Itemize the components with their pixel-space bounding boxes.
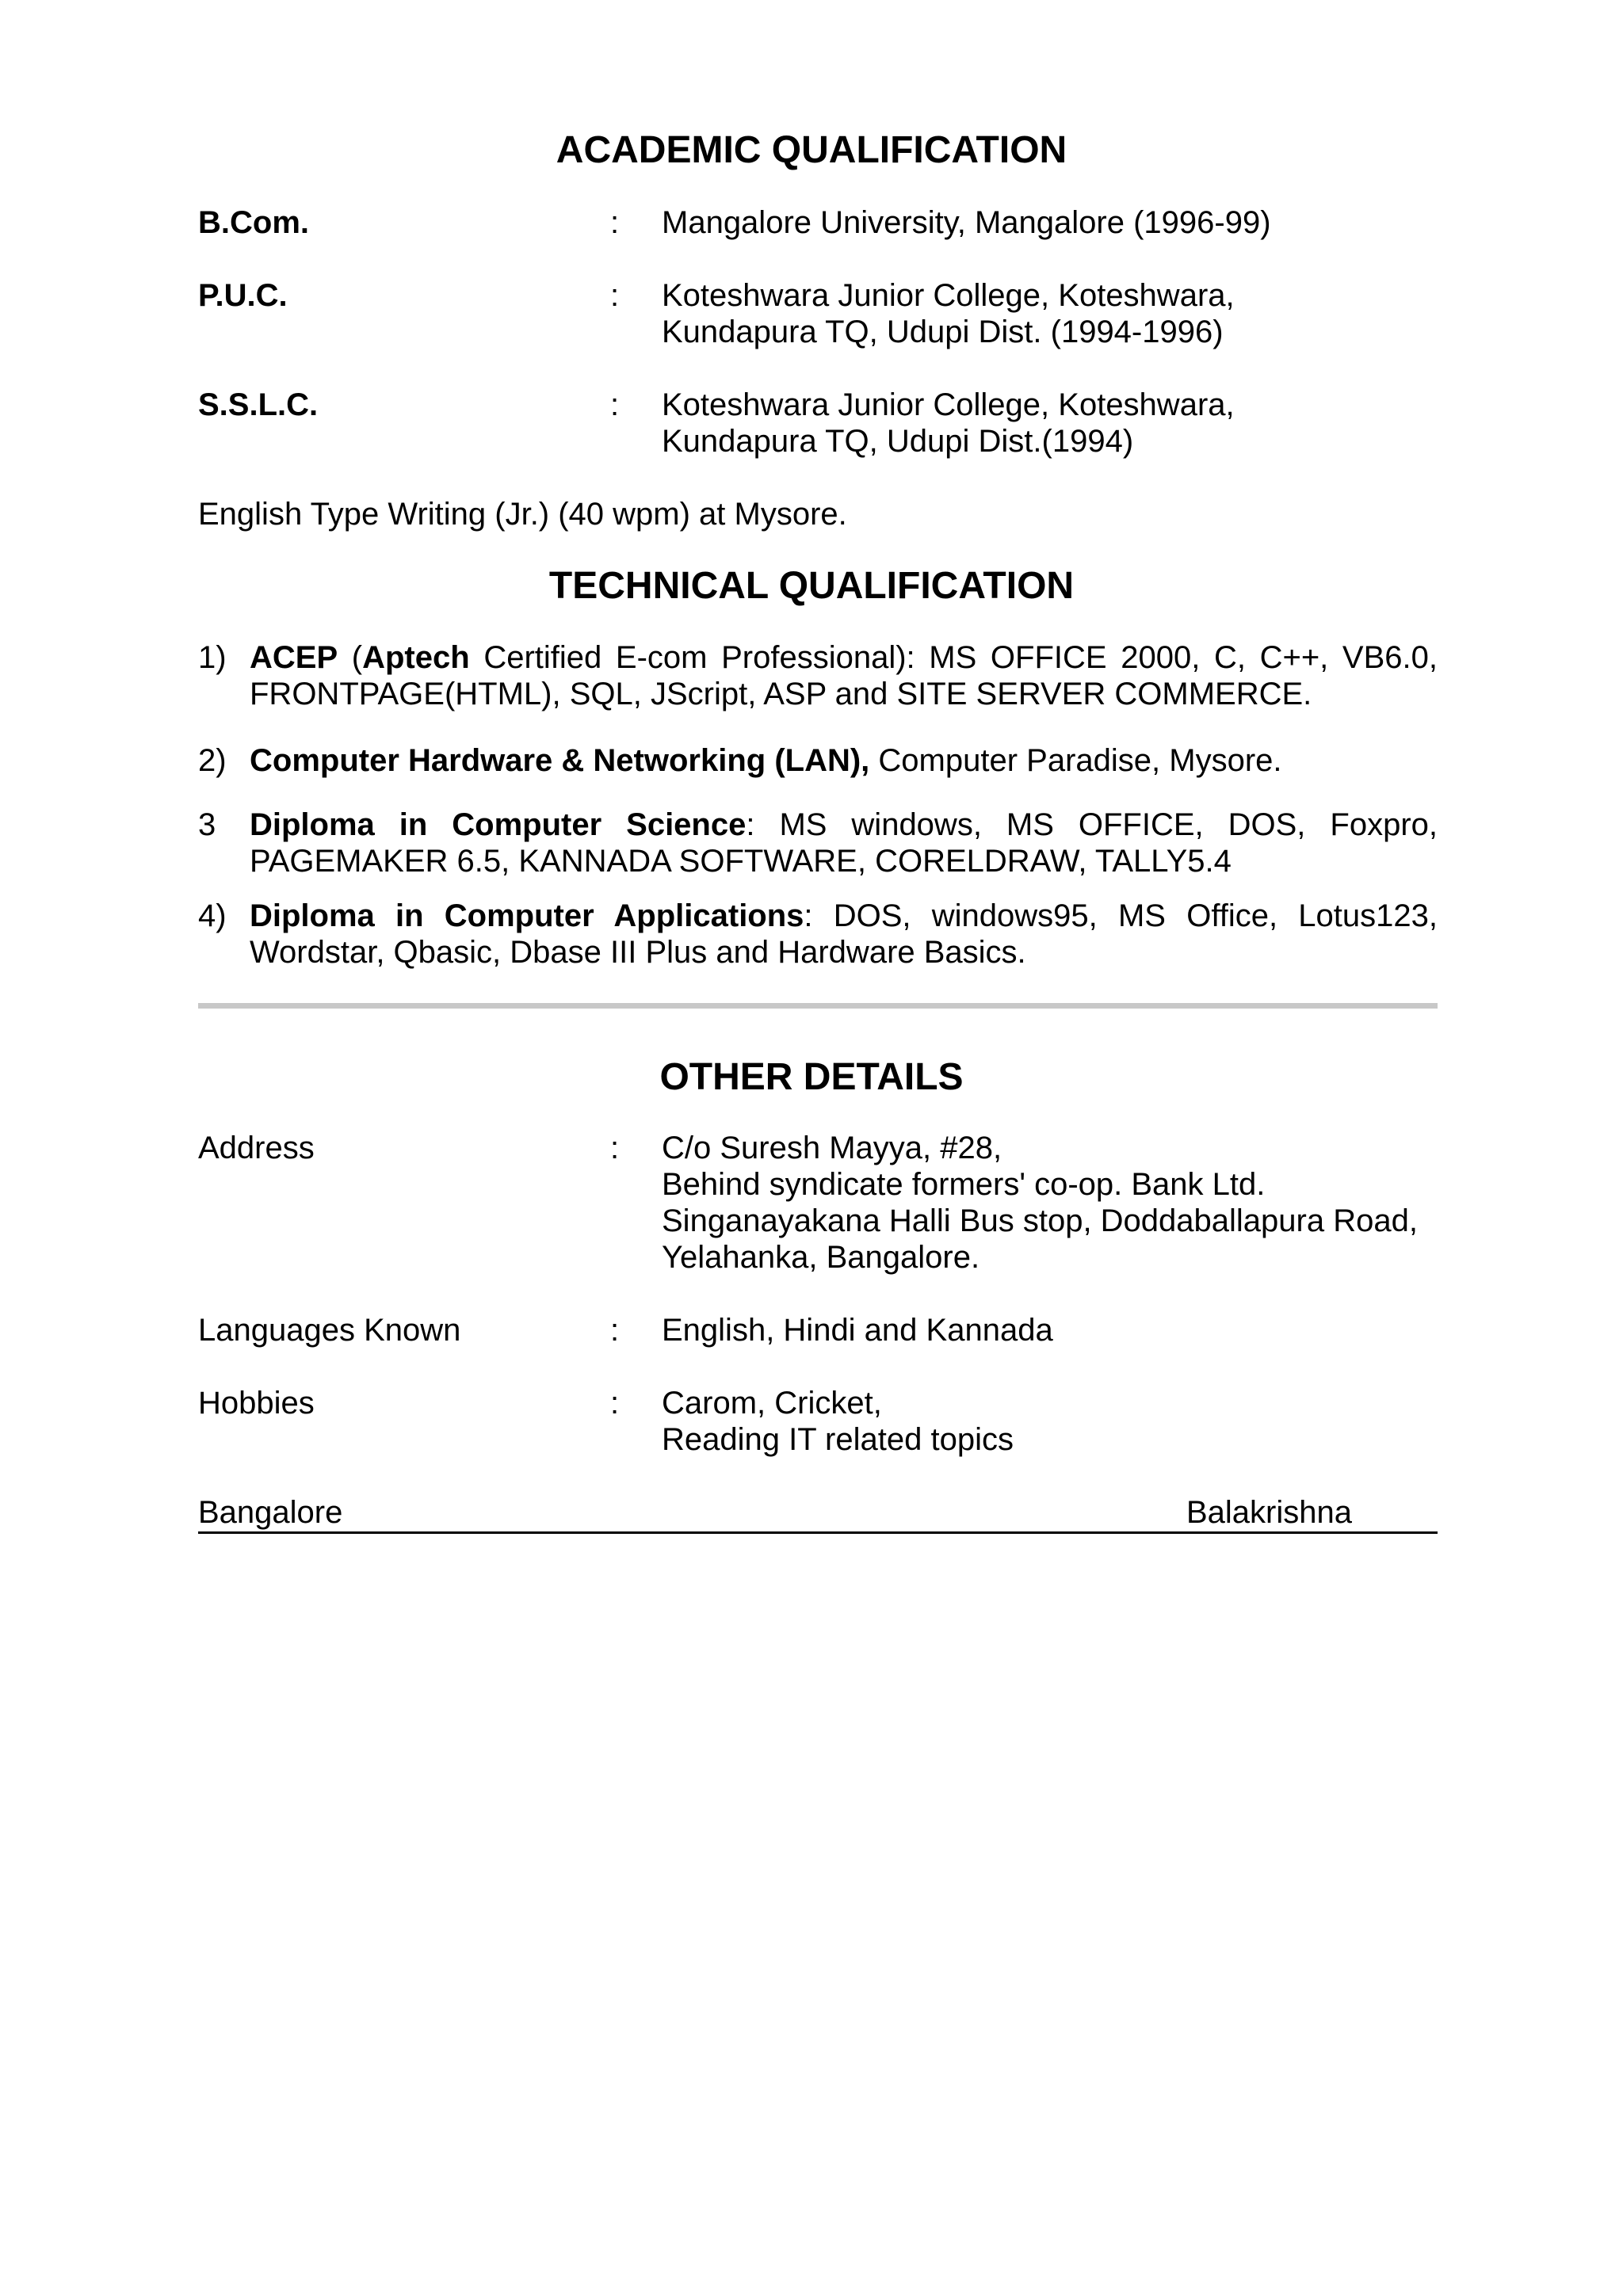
row-value-line: Reading IT related topics [662,1422,1014,1457]
item-number: 3 [198,807,216,842]
item-text [250,807,1438,879]
row-value [662,387,1235,460]
row-value-line: Behind syndicate formers' co-op. Bank Ltd. [662,1167,1266,1202]
signature-name: Balakrishna [1186,1495,1352,1530]
row-label: Languages Known [198,1313,461,1348]
signature-line [198,1494,1438,1534]
row-value-line: English, Hindi and Kannada [662,1313,1053,1348]
row-label: Address [198,1131,315,1165]
row-label: B.Com. [198,205,309,240]
row-label: Hobbies [198,1386,315,1421]
row-value-line: Koteshwara Junior College, Koteshwara, [662,278,1235,313]
row-value-line: Koteshwara Junior College, Koteshwara, [662,387,1235,422]
row-value [662,1385,1014,1458]
row-colon: : [610,387,620,422]
row-value-line: Singanayakana Halli Bus stop, Doddaballapura Road, [662,1203,1418,1238]
row-value-line: Mangalore University, Mangalore (1996-99) [662,205,1271,240]
section-divider [198,1003,1438,1009]
item-number: 2) [198,743,227,778]
row-value-line: C/o Suresh Mayya, #28, [662,1131,1002,1165]
item-number: 1) [198,640,227,675]
row-value [662,277,1235,350]
item-bold: ACEP [250,640,338,675]
item-plain: : DOS, windows95, MS Office, Lotus123, Wordstar, Qbasic, Dbase III Plus and Hardware Basics. [250,898,1438,970]
row-colon: : [610,278,620,313]
item-plain: ( [338,640,363,675]
row-value [662,1130,1418,1276]
row-value [662,1312,1053,1348]
row-label: P.U.C. [198,278,288,313]
row-colon: : [610,205,620,240]
item-plain: Computer Paradise, Mysore. [869,743,1282,778]
item-bold: Diploma in Computer Science [250,807,747,842]
item-text [250,639,1438,712]
other-heading: OTHER DETAILS [659,1056,964,1098]
typewriting-note: English Type Writing (Jr.) (40 wpm) at Mysore. [198,497,847,532]
row-colon: : [610,1386,620,1421]
item-text [250,742,1438,779]
row-colon: : [610,1131,620,1165]
row-value-line: Kundapura TQ, Udupi Dist.(1994) [662,424,1134,459]
row-value [662,204,1271,241]
item-plain: : MS windows, MS OFFICE, DOS, Foxpro, PAGEMAKER 6.5, KANNADA SOFTWARE, CORELDRAW, TALLY5.4 [250,807,1438,879]
row-colon: : [610,1313,620,1348]
row-value-line: Yelahanka, Bangalore. [662,1240,980,1275]
academic-heading: ACADEMIC QUALIFICATION [556,129,1067,171]
item-plain: Certified E-com Professional): MS OFFICE 2000, C, C++, VB6.0, FRONTPAGE(HTML), SQL, JScript, ASP and SITE SERVER COMMERCE. [250,640,1438,711]
row-label: S.S.L.C. [198,387,319,422]
technical-heading: TECHNICAL QUALIFICATION [548,565,1075,607]
row-value-line: Carom, Cricket, [662,1386,882,1421]
row-value-line: Kundapura TQ, Udupi Dist. (1994-1996) [662,315,1224,349]
item-bold: Computer Hardware & Networking (LAN), [250,743,870,778]
signature-place: Bangalore [198,1495,343,1530]
item-number: 4) [198,898,227,933]
item-bold: Diploma in Computer Applications [250,898,804,933]
item-text [250,898,1438,971]
item-bold: Aptech [362,640,470,675]
